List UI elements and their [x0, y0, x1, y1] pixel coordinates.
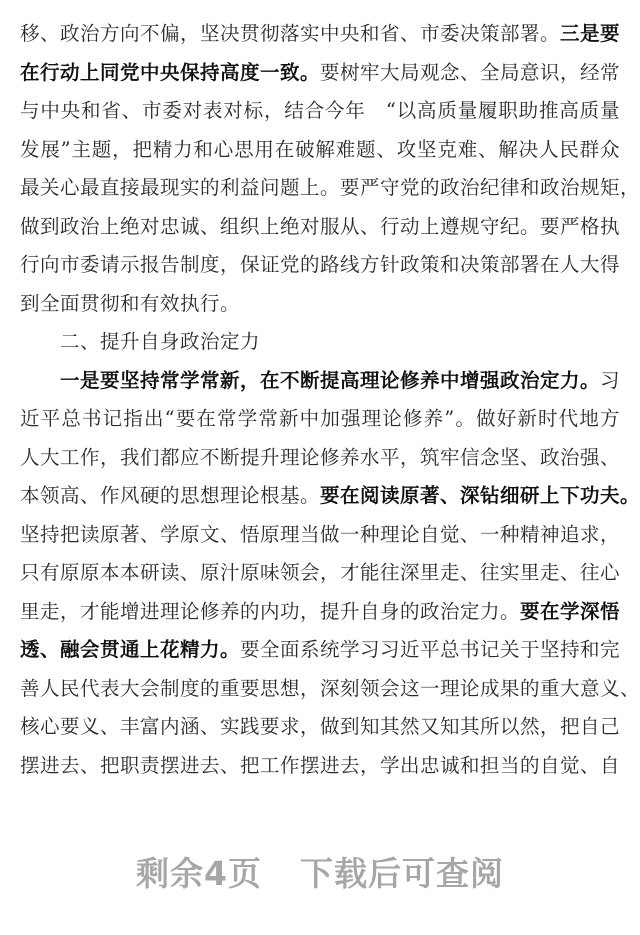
body-text: 二、提升自身政治定力 — [60, 330, 261, 353]
text-line — [20, 708, 620, 747]
body-text: 近平总书记指出“要在常学常新中加强理论修养”。做好新时代地方 — [20, 407, 620, 430]
text-line — [20, 593, 620, 632]
text-line — [20, 169, 640, 208]
body-text: 要树牢大局观念、全局意识，经常 — [320, 60, 621, 84]
body-text: 行向市委请示报告制度，保证党的路线方针政策和决策部署在人大得 — [20, 253, 621, 276]
text-line — [20, 554, 620, 593]
text-line — [20, 246, 620, 285]
body-text: 里走，才能增进理论修养的内功，提升自身的政治定力。 — [20, 599, 521, 623]
bold-text: 一是要坚持常学常新，在不断提高理论修养中增强政治定力。 — [60, 368, 601, 392]
text-line — [20, 131, 620, 170]
text-line — [20, 208, 620, 247]
download-prompt[interactable] — [0, 848, 640, 895]
text-line — [20, 323, 620, 362]
body-text: 到全面贯彻和有效执行。 — [20, 291, 241, 315]
body-text: 最关心最直接最现实的利益问题上。要严守党的政治纪律和政治规矩， — [20, 176, 640, 199]
text-line — [20, 285, 620, 324]
text-line — [20, 477, 640, 516]
text-line — [20, 54, 620, 93]
body-text: 做到政治上绝对忠诚、组织上绝对服从、行动上遵规守纪。要严格执 — [20, 214, 621, 238]
remaining-pages-label: 剩余4页 — [136, 854, 262, 893]
bold-text: 要在阅读原著、深钻细研上下功夫。 — [320, 484, 640, 507]
text-line — [20, 400, 620, 439]
bold-text: 透、融会贯通上花精力。 — [20, 638, 241, 661]
text-line — [20, 670, 640, 709]
bold-text: 三是要 — [560, 22, 621, 45]
body-text: 本领高、作风硬的思想理论根基。 — [20, 484, 321, 507]
body-text: 移、政治方向不偏，坚决贯彻落实中央和省、市委决策部署。 — [20, 22, 561, 45]
text-line — [20, 747, 620, 786]
bold-text: 在行动上同党中央保持高度一致。 — [20, 60, 321, 84]
body-text: 习 — [600, 368, 621, 392]
body-text: 摆进去、把职责摆进去、把工作摆进去，学出忠诚和担当的自觉、自 — [20, 753, 621, 777]
body-text: 要全面系统学习习近平总书记关于坚持和完 — [240, 638, 621, 661]
body-text: 坚持把读原著、学原文、悟原理当做一种理论自觉、一种精神追求， — [20, 522, 621, 546]
text-line — [20, 92, 620, 131]
body-text: 只有原原本本研读、原汁原味领会，才能往深里走、往实里走、往心 — [20, 561, 621, 584]
text-line — [20, 631, 620, 670]
text-line — [20, 439, 620, 478]
text-line — [20, 15, 620, 54]
text-line — [20, 516, 620, 555]
body-text: 核心要义、丰富内涵、实践要求，做到知其然又知其所以然，把自己 — [20, 715, 621, 738]
bold-text: 要在学深悟 — [520, 599, 621, 623]
document-body — [20, 15, 640, 785]
body-text: 人大工作，我们都应不断提升理论修养水平，筑牢信念坚、政治强、 — [20, 445, 621, 469]
body-text: 与中央和省、市委对表对标，结合今年 “以高质量履职助推高质量 — [20, 99, 620, 122]
text-line — [20, 362, 620, 401]
body-text: 发展”主题，把精力和心思用在破解难题、攻坚克难、解决人民群众 — [20, 137, 620, 161]
download-to-view-label[interactable]: 下载后可查阅 — [299, 854, 504, 893]
body-text: 善人民代表大会制度的重要思想，深刻领会这一理论成果的重大意义、 — [20, 676, 640, 700]
